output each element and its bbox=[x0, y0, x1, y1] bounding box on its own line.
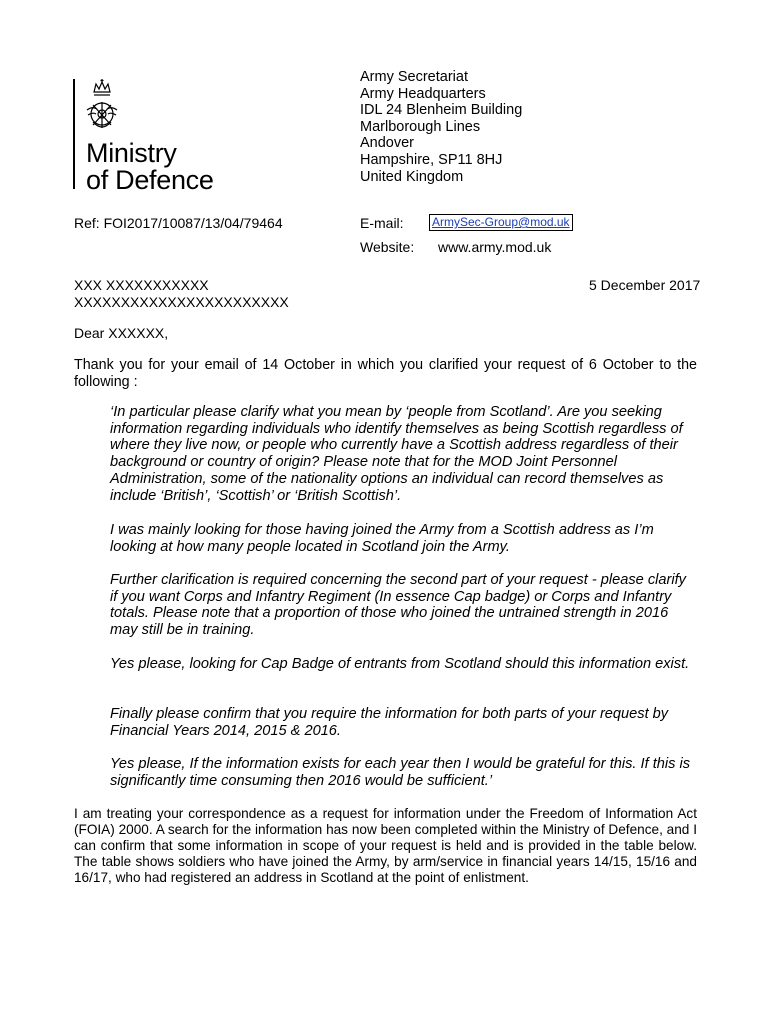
address-line: Marlborough Lines bbox=[360, 118, 481, 135]
email-link[interactable]: ArmySec-Group@mod.uk bbox=[429, 214, 573, 231]
sender-address bbox=[360, 69, 522, 185]
website-label: Website: bbox=[360, 239, 415, 255]
recipient-line-1: XXX XXXXXXXXXXX bbox=[74, 277, 209, 293]
website-link[interactable]: www.army.mod.uk bbox=[438, 239, 552, 255]
foia-paragraph: I am treating your correspondence as a request for information under the Freedom of Information Act (FOIA) 2000. A search for the information has now been completed within the Ministry of Defence, and I can confirm that some information in scope of your request is held and is provided in the table below. The table shows soldiers who have joined the Army, by arm/service in financial years 14/15, 15/16 and 16/17, who had registered an address in Scotland at the point of enlistment. bbox=[74, 806, 697, 885]
email-label: E-mail: bbox=[360, 215, 404, 231]
address-line: Hampshire, SP11 8HJ bbox=[360, 151, 503, 168]
royal-crest-icon bbox=[84, 78, 120, 138]
address-line: Andover bbox=[360, 135, 415, 152]
address-line: Army Secretariat bbox=[360, 69, 468, 85]
quote-paragraph: ‘In particular please clarify what you mean by ‘people from Scotland’. Are you seeking information regarding individuals who identify themselves as being Scottish regardless of where they live now, or people who currently have a Scottish address regardless of their background or country of origin? Please note that for the MOD Joint Personnel Administration, some of the nationality options an individual can record themselves as include ‘British’, ‘Scottish’ or ‘British Scottish’. bbox=[110, 404, 683, 504]
address-line: IDL 24 Blenheim Building bbox=[360, 102, 523, 119]
address-line: Army Headquarters bbox=[360, 85, 486, 102]
salutation: Dear XXXXXX, bbox=[74, 325, 169, 341]
recipient-line-2: XXXXXXXXXXXXXXXXXXXXXXX bbox=[74, 294, 289, 310]
address-line: United Kingdom bbox=[360, 168, 464, 185]
logo-text-ministry: Ministry bbox=[86, 138, 177, 168]
letter-date: 5 December 2017 bbox=[589, 277, 701, 293]
intro-paragraph: Thank you for your email of 14 October in which you clarified your request of 6 October to the following : bbox=[74, 357, 697, 390]
quote-paragraph: I was mainly looking for those having joined the Army from a Scottish address as I’m looking at how many people located in Scotland join the Army. bbox=[110, 522, 654, 555]
quote-paragraph: Yes please, looking for Cap Badge of entrants from Scotland should this information exist. bbox=[110, 656, 690, 672]
reference-number: Ref: FOI2017/10087/13/04/79464 bbox=[74, 215, 283, 231]
logo-text-defence: of Defence bbox=[86, 165, 214, 195]
quote-paragraph: Yes please, If the information exists for each year then I would be grateful for this. If this is significantly time consuming then 2016 would be sufficient.’ bbox=[110, 756, 690, 789]
quote-paragraph: Further clarification is required concerning the second part of your request - please clarify if you want Corps and Infantry Regiment (In essence Cap badge) or Corps and Infantry totals. Please note that a proportion of those who joined the untrained strength in 2016 may still be in training. bbox=[110, 572, 686, 639]
logo-divider bbox=[73, 79, 75, 189]
quote-paragraph: Finally please confirm that you require the information for both parts of your request by Financial Years 2014, 2015 & 2016. bbox=[110, 706, 669, 739]
